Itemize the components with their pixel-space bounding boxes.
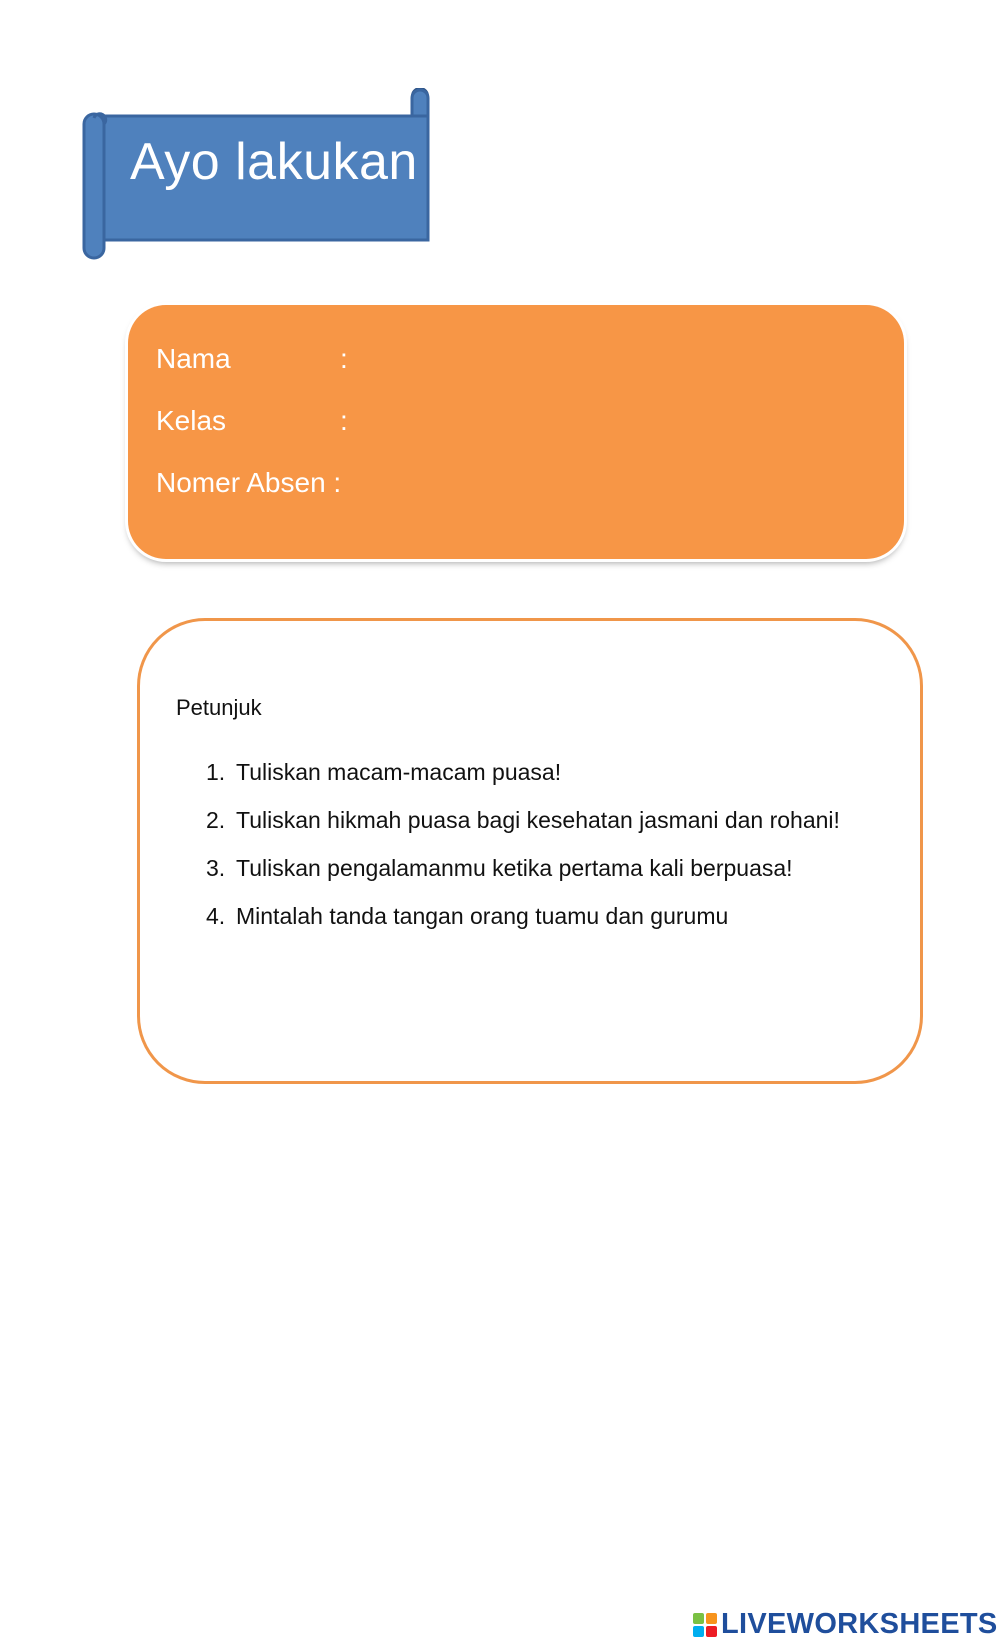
step-number: 1. <box>206 759 226 785</box>
list-item <box>206 759 840 807</box>
step-text: Tuliskan macam-macam puasa! <box>236 759 562 785</box>
step-text: Tuliskan hikmah puasa bagi kesehatan jasmani dan rohani! <box>236 807 840 833</box>
attendance-number-label: Nomer Absen : <box>156 467 342 498</box>
list-item <box>206 807 840 855</box>
logo-square-icon <box>706 1613 717 1624</box>
step-text: Mintalah tanda tangan orang tuamu dan gurumu <box>236 903 729 929</box>
liveworksheets-logo[interactable] <box>693 1608 998 1641</box>
name-label: Nama <box>156 343 231 374</box>
step-text: Tuliskan pengalamanmu ketika pertama kali berpuasa! <box>236 855 793 881</box>
step-number: 4. <box>206 903 226 929</box>
step-number: 2. <box>206 807 226 833</box>
name-field[interactable] <box>156 343 348 375</box>
attendance-number-field[interactable] <box>156 467 341 499</box>
liveworksheets-logo-icon <box>693 1613 717 1637</box>
page-title: Ayo lakukan <box>130 133 418 191</box>
student-identity-box <box>128 305 904 559</box>
class-field[interactable] <box>156 405 348 437</box>
list-item <box>206 855 840 903</box>
logo-square-icon <box>693 1626 704 1637</box>
logo-text: LIVEWORKSHEETS <box>721 1608 998 1640</box>
logo-square-icon <box>693 1613 704 1624</box>
list-item <box>206 903 840 951</box>
title-banner <box>82 88 462 268</box>
instructions-heading: Petunjuk <box>176 695 262 720</box>
class-colon: : <box>340 405 348 436</box>
step-number: 3. <box>206 855 226 881</box>
class-label: Kelas <box>156 405 227 436</box>
instructions-box <box>137 618 923 1084</box>
instruction-list <box>206 759 840 951</box>
name-colon: : <box>340 343 348 374</box>
logo-square-icon <box>706 1626 717 1637</box>
